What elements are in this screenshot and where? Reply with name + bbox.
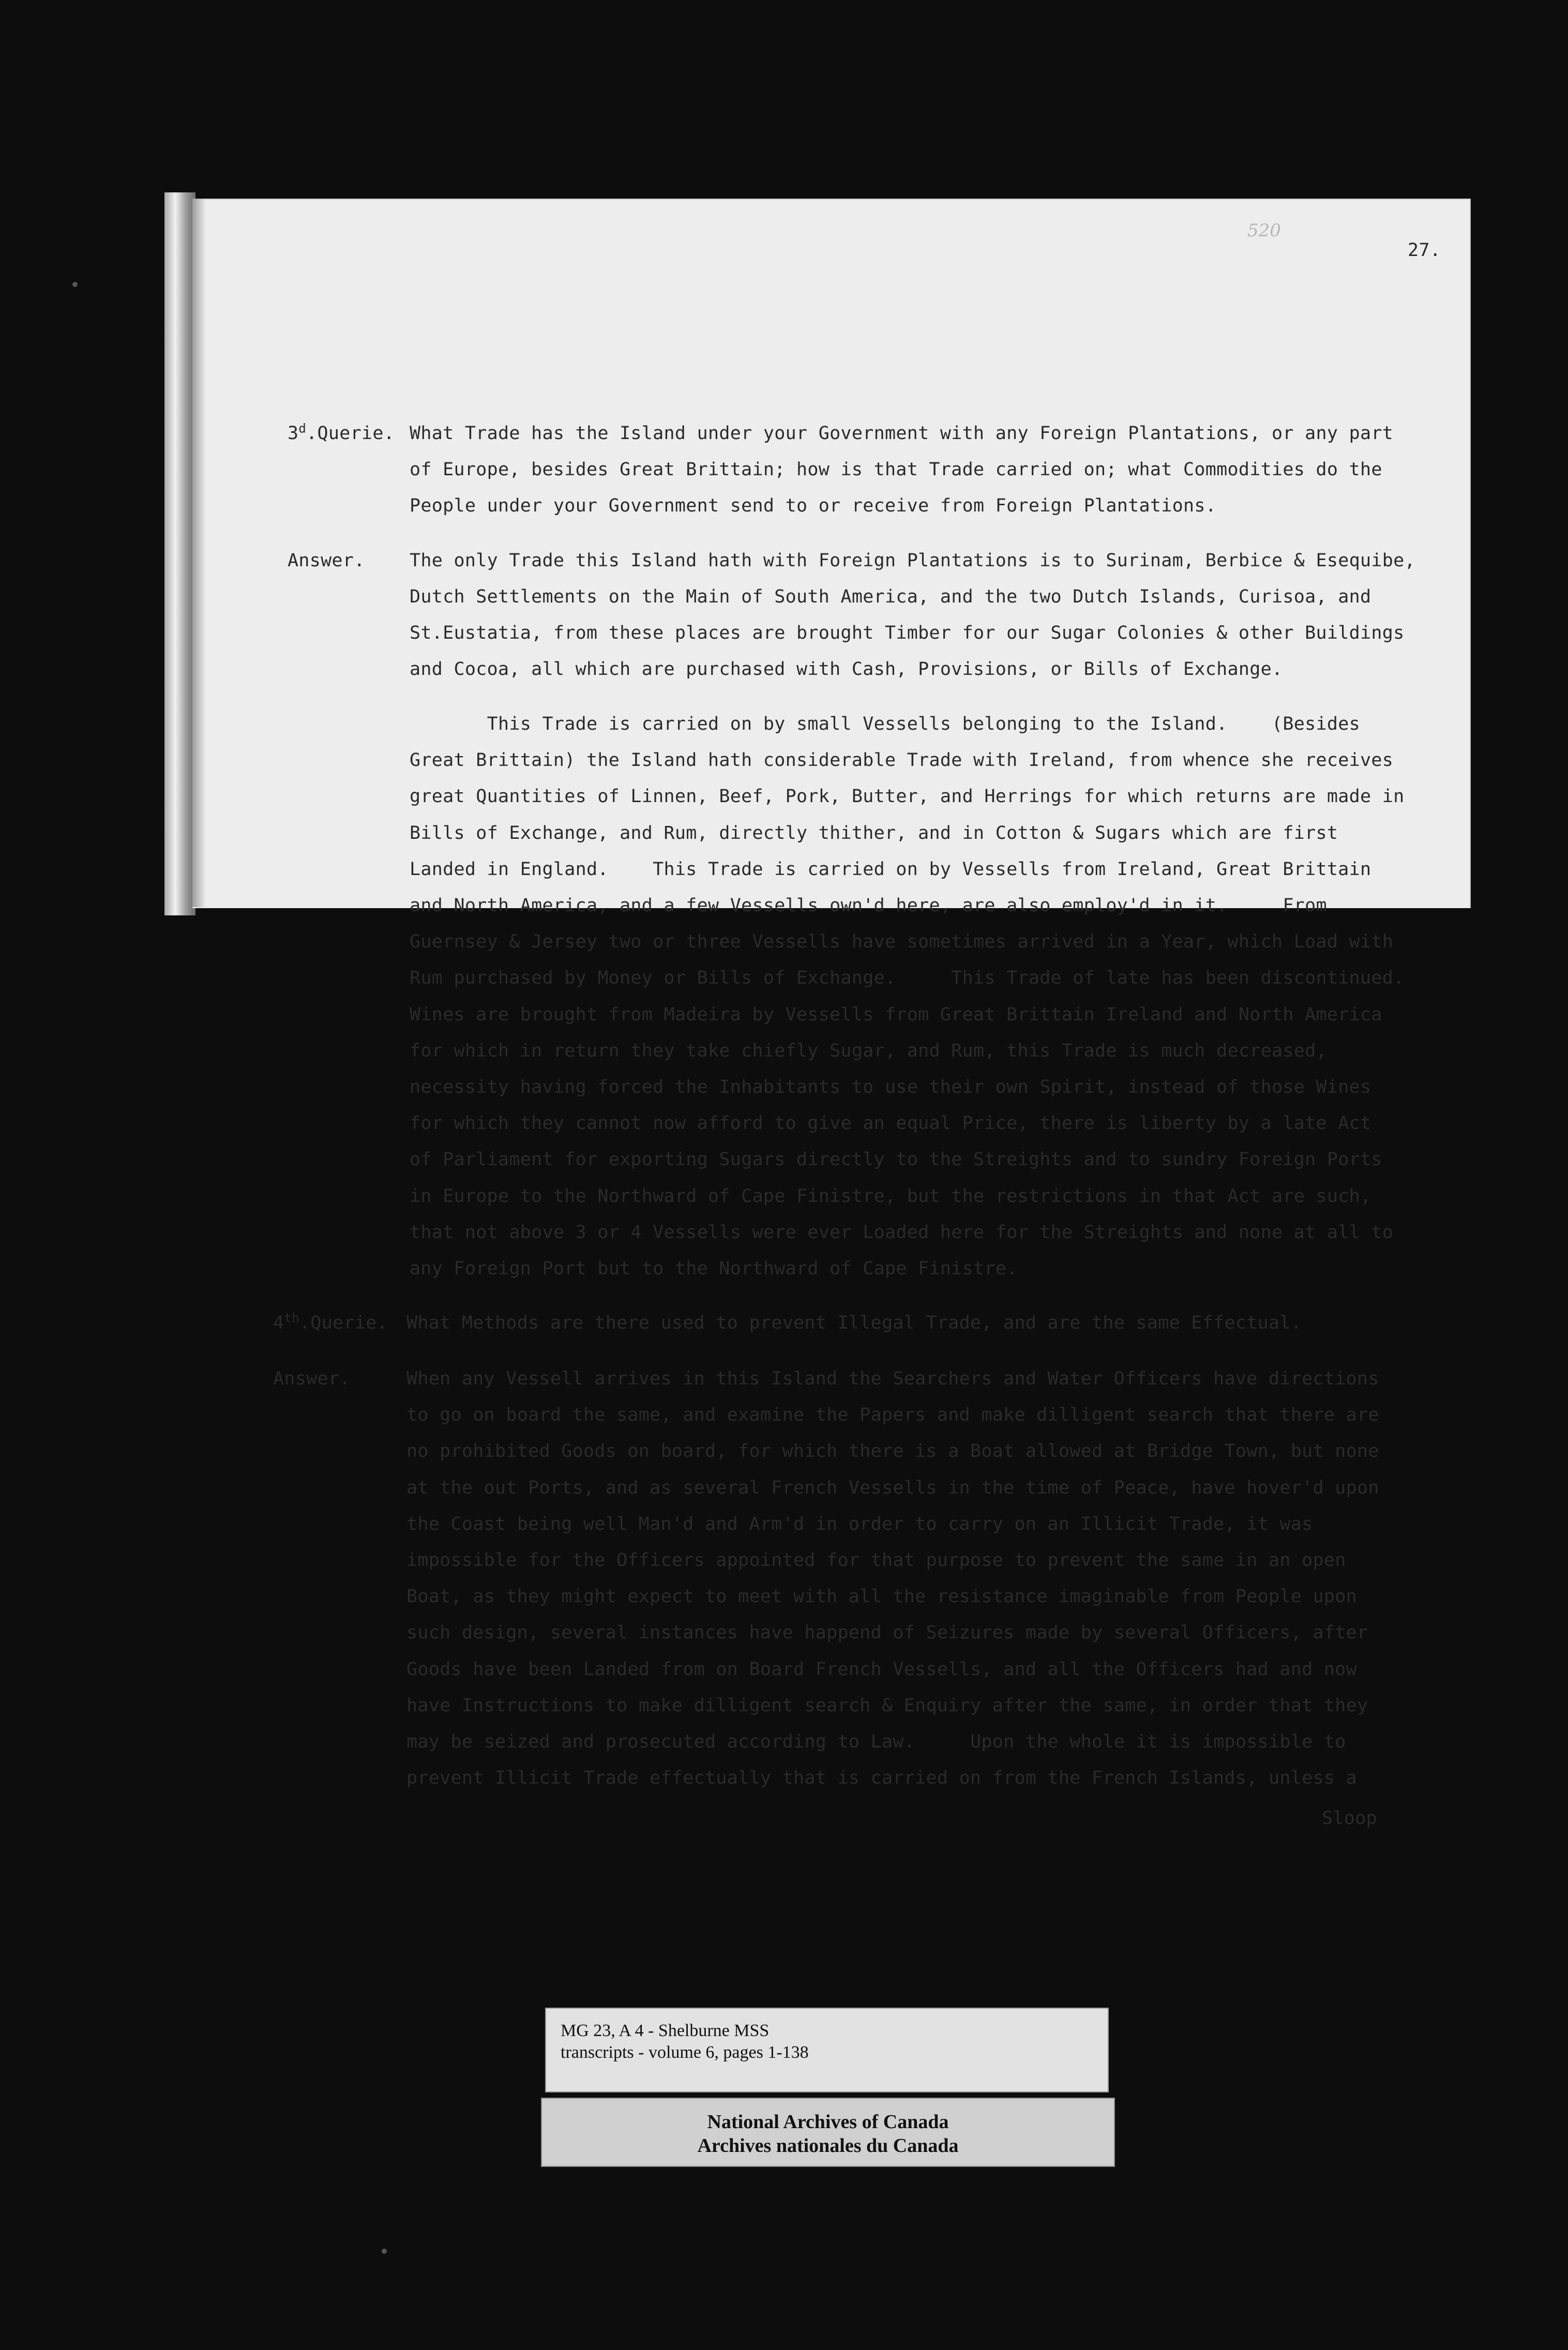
- scan-speck: [382, 2249, 387, 2254]
- text-line: The only Trade this Island hath with Foreign Plantations is to Surinam, Berbice & Esequibe,: [410, 550, 1415, 571]
- text-line: in Europe to the Northward of Cape Finistre, but the restrictions in that Act are such,: [410, 1185, 1371, 1207]
- text-line: Great Brittain) the Island hath considerable Trade with Ireland, from whence she receives: [410, 750, 1394, 771]
- text-line: Goods have been Landed from on Board French Vessells, and all the Officers had and now: [406, 1659, 1357, 1680]
- text-line: Bills of Exchange, and Rum, directly thither, and in Cotton & Sugars which are first: [410, 822, 1338, 843]
- institution-name-fr: Archives nationales du Canada: [697, 2135, 959, 2157]
- archive-reference-line2: transcripts - volume 6, pages 1-138: [561, 2043, 809, 2062]
- text-line: the Coast being well Man'd and Arm'd in order to carry on an Illicit Trade, it was: [406, 1513, 1313, 1534]
- text-line: impossible for the Officers appointed for that purpose to prevent the same in an open: [406, 1550, 1346, 1571]
- text-line: and North America, and a few Vessells own'd here, are also employ'd in it. From: [410, 895, 1327, 916]
- text-line: at the out Ports, and as several French Vessells in the time of Peace, have hover'd upon: [406, 1477, 1379, 1498]
- answer-4-label: Answer.: [273, 1368, 351, 1389]
- text-line: Landed in England. This Trade is carried on by Vessells from Ireland, Great Brittain: [410, 858, 1371, 880]
- text-line: Boat, as they might expect to meet with all the resistance imaginable from People upon: [406, 1586, 1357, 1607]
- text-line: any Foreign Port but to the Northward of Cape Finistre.: [410, 1258, 1018, 1279]
- archive-reference-label: [545, 2008, 1109, 2092]
- text-line: St.Eustatia, from these places are brought Timber for our Sugar Colonies & other Buildings: [410, 623, 1405, 643]
- text-line: of Parliament for exporting Sugars directly to the Streights and to sundry Foreign Ports: [410, 1149, 1382, 1170]
- text-line: Guernsey & Jersey two or three Vessells have sometimes arrived in a Year, which Load with: [410, 931, 1394, 953]
- text-line: such design, several instances have happend of Seizures made by several Officers, after: [406, 1622, 1368, 1644]
- page-edge: [164, 192, 195, 915]
- catchword: Sloop: [1322, 1808, 1377, 1829]
- query-3-label: 3$^d$.Querie.: [288, 421, 395, 444]
- text-line: Rum purchased by Money or Bills of Exchange. This Trade of late has been discontinued.: [410, 968, 1405, 989]
- text-line: Dutch Settlements on the Main of South America, and the two Dutch Islands, Curisoa, and: [410, 586, 1371, 607]
- text-line: What Methods are there used to prevent Illegal Trade, and are the same Effectual.: [406, 1313, 1302, 1333]
- text-line: Wines are brought from Madeira by Vessells from Great Brittain Ireland and North America: [410, 1004, 1382, 1025]
- text-line: of Europe, besides Great Brittain; how is that Trade carried on; what Commodities do the: [410, 459, 1382, 480]
- institution-name-en: National Archives of Canada: [707, 2111, 949, 2133]
- text-line: What Trade has the Island under your Government with any Foreign Plantations, or any part: [410, 423, 1394, 444]
- text-line: may be seized and prosecuted according to Law. Upon the whole it is impossible to: [406, 1731, 1346, 1752]
- query-4-label: 4th.Querie.: [273, 1310, 388, 1333]
- scan-speck: [72, 282, 78, 287]
- text-line: People under your Government send to or receive from Foreign Plantations.: [410, 495, 1217, 516]
- handwritten-folio-number: 520: [1247, 220, 1281, 241]
- text-line: This Trade is carried on by small Vessells belonging to the Island. (Besides: [410, 714, 1360, 734]
- text-line: that not above 3 or 4 Vessells were ever Loaded here for the Streights and none at all to: [410, 1222, 1394, 1243]
- text-line: no prohibited Goods on board, for which there is a Boat allowed at Bridge Town, but none: [406, 1441, 1379, 1462]
- archive-reference-line1: MG 23, A 4 - Shelburne MSS: [561, 2021, 770, 2040]
- text-line: necessity having forced the Inhabitants to use their own Spirit, instead of those Wines: [410, 1077, 1371, 1097]
- text-line: When any Vessell arrives in this Island the Searchers and Water Officers have directions: [406, 1368, 1379, 1389]
- text-line: prevent Illicit Trade effectually that is carried on from the French Islands, unless a: [406, 1768, 1357, 1789]
- text-line: for which they cannot now afford to give an equal Price, there is liberty by a late Act: [410, 1113, 1371, 1134]
- text-line: and Cocoa, all which are purchased with Cash, Provisions, or Bills of Exchange.: [410, 659, 1283, 680]
- answer-3-label: Answer.: [288, 550, 365, 571]
- text-line: to go on board the same, and examine the Papers and make dilligent search that there are: [406, 1405, 1379, 1426]
- page-gutter-shadow: [192, 199, 206, 907]
- text-line: great Quantities of Linnen, Beef, Pork, Butter, and Herrings for which returns are made in: [410, 786, 1405, 807]
- text-line: for which in return they take chiefly Sugar, and Rum, this Trade is much decreased,: [410, 1040, 1327, 1061]
- institution-label: [541, 2098, 1115, 2167]
- text-line: have Instructions to make dilligent search & Enquiry after the same, in order that they: [406, 1695, 1368, 1716]
- page-number: 27.: [1408, 240, 1441, 261]
